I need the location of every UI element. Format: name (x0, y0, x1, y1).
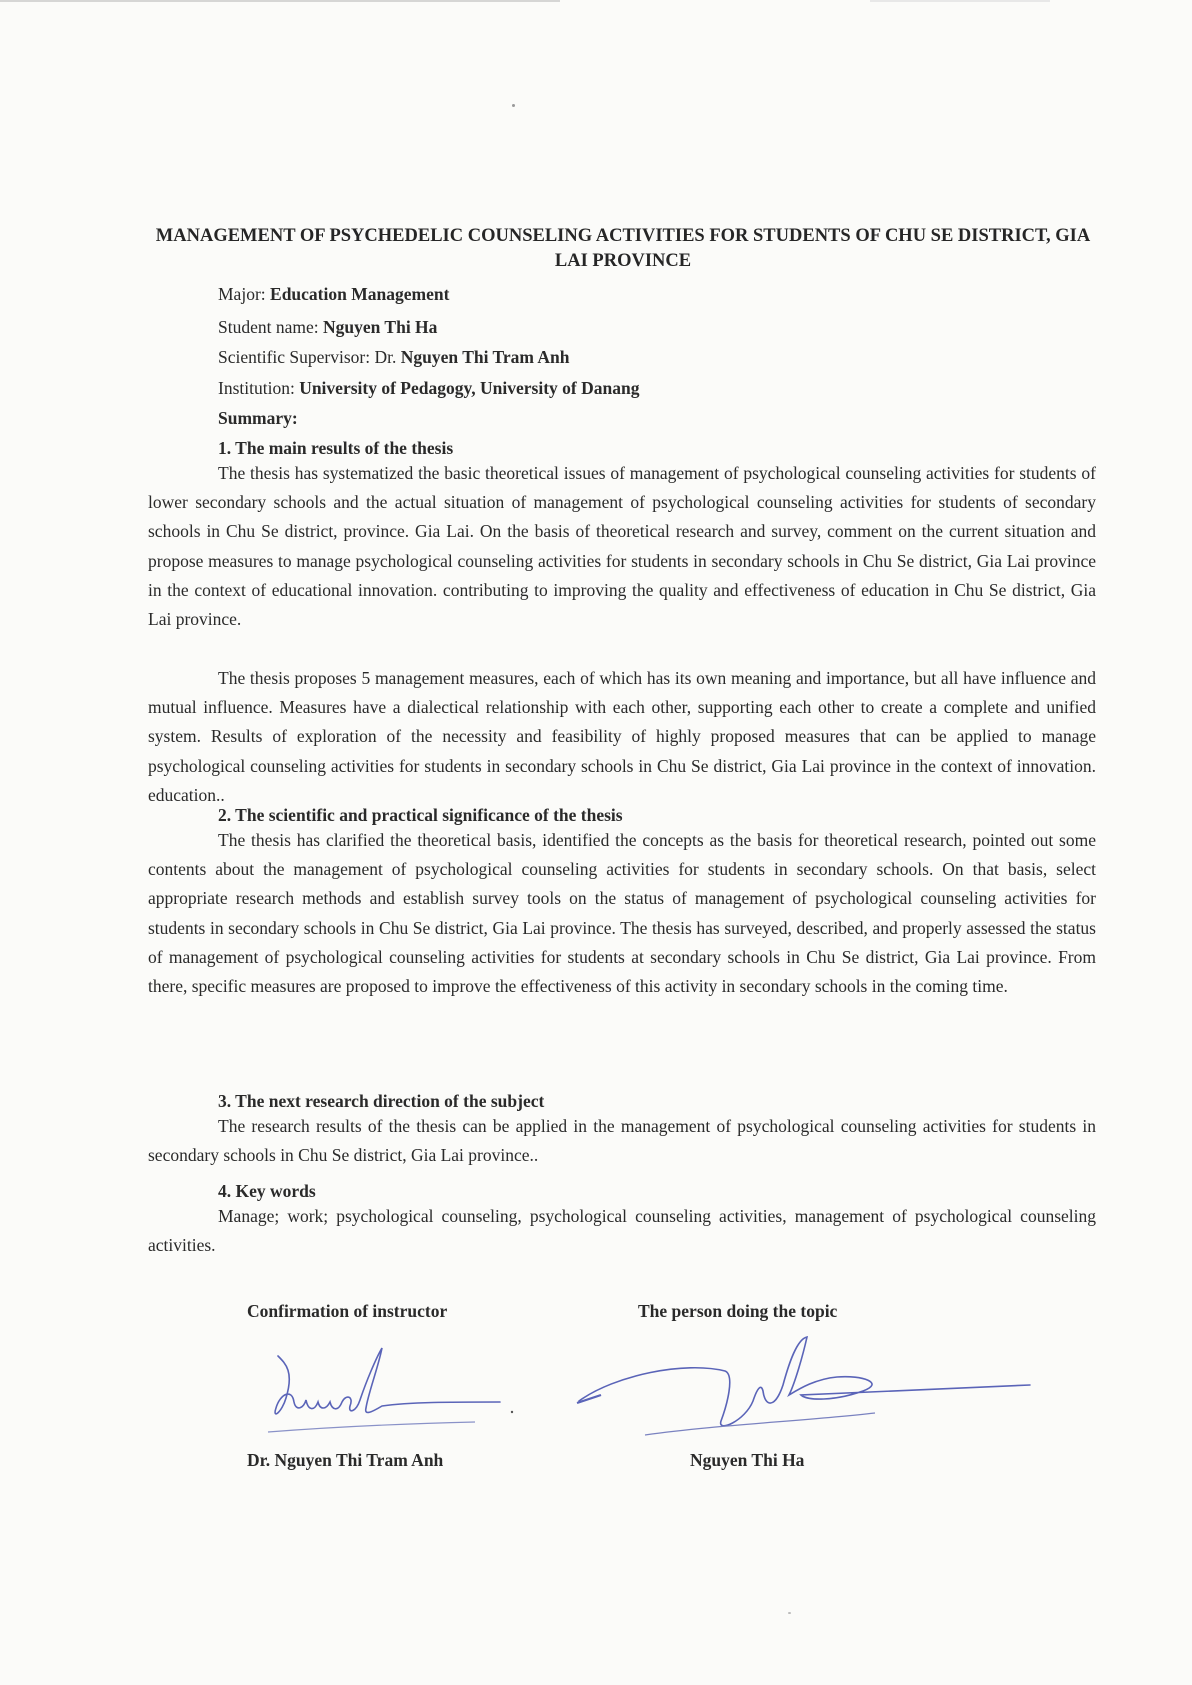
section-1-heading: 1. The main results of the thesis (218, 438, 454, 458)
section-4-heading: 4. Key words (218, 1181, 316, 1201)
document-title: MANAGEMENT OF PSYCHEDELIC COUNSELING ACTIVITIES FOR STUDENTS OF CHU SE DISTRICT, GIA LAI PROVINCE (155, 226, 1091, 271)
meta-institution (218, 377, 639, 399)
major-value: Education Management (270, 284, 450, 304)
meta-supervisor (218, 346, 570, 368)
institution-label: Institution: (218, 378, 300, 398)
scan-edge-artifact (0, 0, 1192, 3)
meta-student (218, 316, 437, 338)
summary-heading: Summary: (218, 408, 298, 428)
right-signature-heading: The person doing the topic (638, 1301, 838, 1321)
left-signature-name: Dr. Nguyen Thi Tram Anh (247, 1450, 444, 1470)
meta-major (218, 283, 449, 305)
institution-value: University of Pedagogy, University of Danang (299, 378, 640, 398)
student-label: Student name: (218, 317, 323, 337)
section-3-heading: 3. The next research direction of the subject (218, 1091, 545, 1111)
section-2-paragraph-1: The thesis has clarified the theoretical basis, identified the concepts as the basis for theoretical research, pointed out some contents about the management of psychological counseling activities for students in secondary schools. On that basis, select appropriate research methods and establish survey tools on the status of management of psychological counseling activities for students in secondary schools in Chu Se district, Gia Lai province. The thesis has surveyed, described, and properly assessed the status of management of psychological counseling activities for students at secondary schools in Chu Se district, Gia Lai province. From there, specific measures are proposed to improve the effectiveness of this activity in secondary schools in the coming time. (148, 830, 1096, 997)
student-value: Nguyen Thi Ha (322, 317, 438, 337)
right-signature-name: Nguyen Thi Ha (690, 1450, 805, 1470)
section-3-paragraph-1: The research results of the thesis can be applied in the management of psychological counseling activities for students in secondary schools in Chu Se district, Gia Lai province.. (148, 1116, 1096, 1166)
left-signature-heading: Confirmation of instructor (247, 1301, 448, 1321)
section-2-heading: 2. The scientific and practical significance of the thesis (218, 805, 623, 825)
supervisor-label: Scientific Supervisor: Dr. (218, 347, 401, 367)
major-label: Major: (218, 284, 271, 304)
scan-speck (512, 104, 515, 107)
student-signature (575, 1325, 1045, 1440)
section-4-paragraph-1: Manage; work; psychological counseling, psychological counseling activities, management of psychological counseling activities. (148, 1206, 1096, 1256)
scan-speck (788, 1612, 791, 1614)
section-1-paragraph-1: The thesis has systematized the basic theoretical issues of management of psychological counseling activities for students of lower secondary schools and the actual situation of management of psychological counseling activities for students of secondary schools in Chu Se district, province. Gia Lai. On the basis of theoretical research and survey, comment on the current situation and propose measures to manage psychological counseling activities for students in secondary schools in Chu Se district, Gia Lai province in the context of educational innovation. contributing to improving the quality and effectiveness of education in Chu Se district, Gia Lai province. (148, 463, 1096, 630)
instructor-signature (250, 1328, 530, 1438)
supervisor-value: Nguyen Thi Tram Anh (400, 347, 570, 367)
section-1-paragraph-2: The thesis proposes 5 management measures, each of which has its own meaning and importance, but all have influence and mutual influence. Measures have a dialectical relationship with each other, supporting each other to create a complete and unified system. Results of exploration of the necessity and feasibility of highly proposed measures that can be applied to manage psychological counseling activities for students in secondary schools in Chu Se district, Gia Lai province in the context of innovation. education.. (148, 668, 1096, 805)
